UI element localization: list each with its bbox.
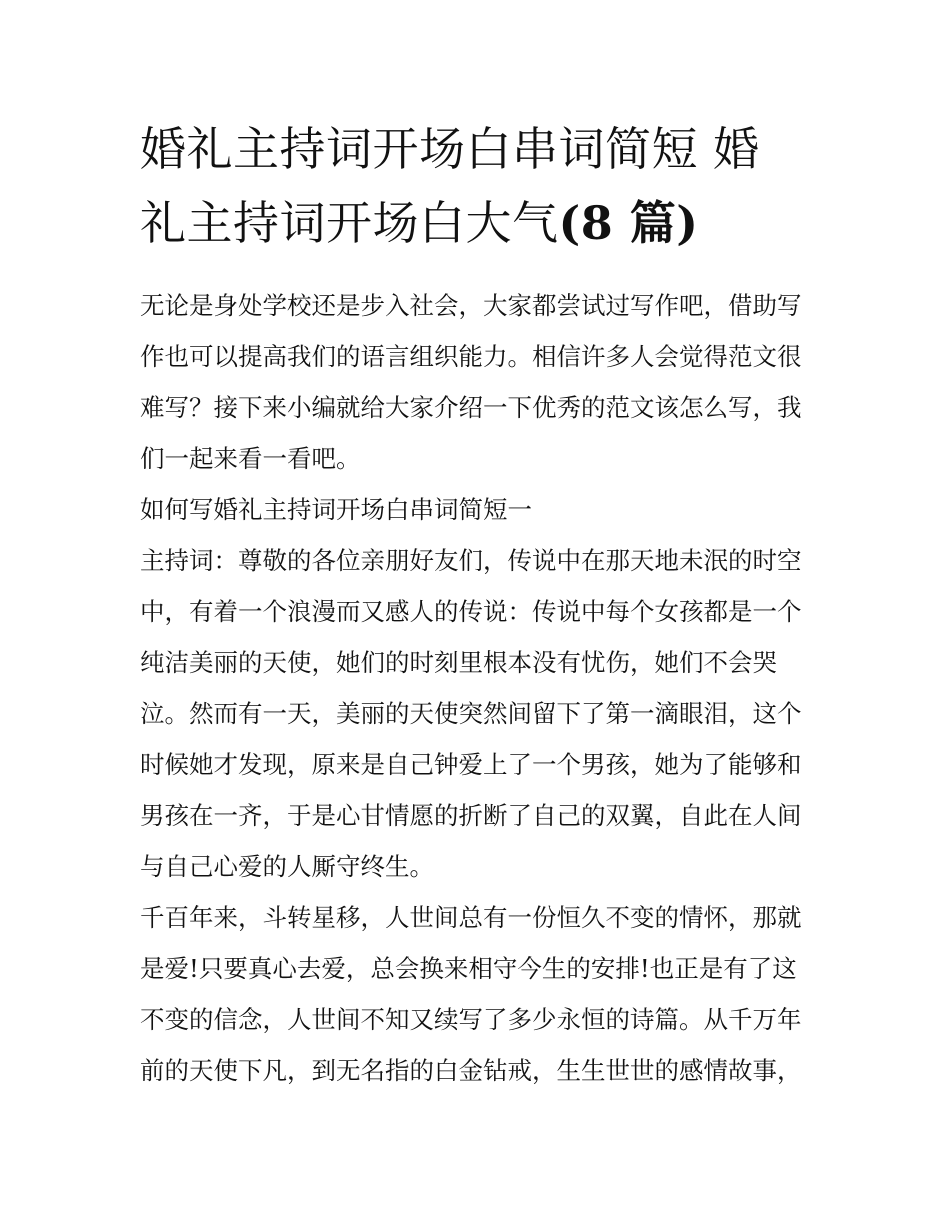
title-line-1: 婚礼主持词开场白串词简短 婚 bbox=[140, 122, 760, 176]
paragraph-intro: 无论是身处学校还是步入社会，大家都尝试过写作吧，借助写作也可以提高我们的语言组织能力。相信许多人会觉得范文很难写？接下来小编就给大家介绍一下优秀的范文该怎么写，我们一起来看一看吧。 bbox=[140, 291, 802, 473]
document-title bbox=[140, 112, 820, 260]
title-line-2: 礼主持词开场白大气 bbox=[140, 196, 559, 250]
paragraph-host-speech: 主持词：尊敬的各位亲朋好友们，传说中在那天地未泯的时空中，有着一个浪漫而又感人的传说：传说中每个女孩都是一个纯洁美丽的天使，她们的时刻里根本没有忧伤，她们不会哭泣。然而有一天，美丽的天使突然间留下了第一滴眼泪，这个时候她才发现，原来是自己钟爱上了一个男孩，她为了能够和男孩在一齐，于是心甘情愿的折断了自己的双翼，自此在人间与自己心爱的人厮守终生。 bbox=[140, 546, 802, 881]
section-heading: 如何写婚礼主持词开场白串词简短一 bbox=[140, 495, 532, 524]
paragraph-continued: 千百年来，斗转星移，人世间总有一份恒久不变的情怀，那就是爱!只要真心去爱，总会换来相守今生的安排!也正是有了这不变的信念，人世间不知又续写了多少永恒的诗篇。从千万年前的天使下凡，到无名指的白金钻戒，生生世世的感情故事， bbox=[140, 903, 802, 1085]
document-body bbox=[140, 280, 820, 1096]
title-count: (8 篇) bbox=[558, 196, 699, 250]
